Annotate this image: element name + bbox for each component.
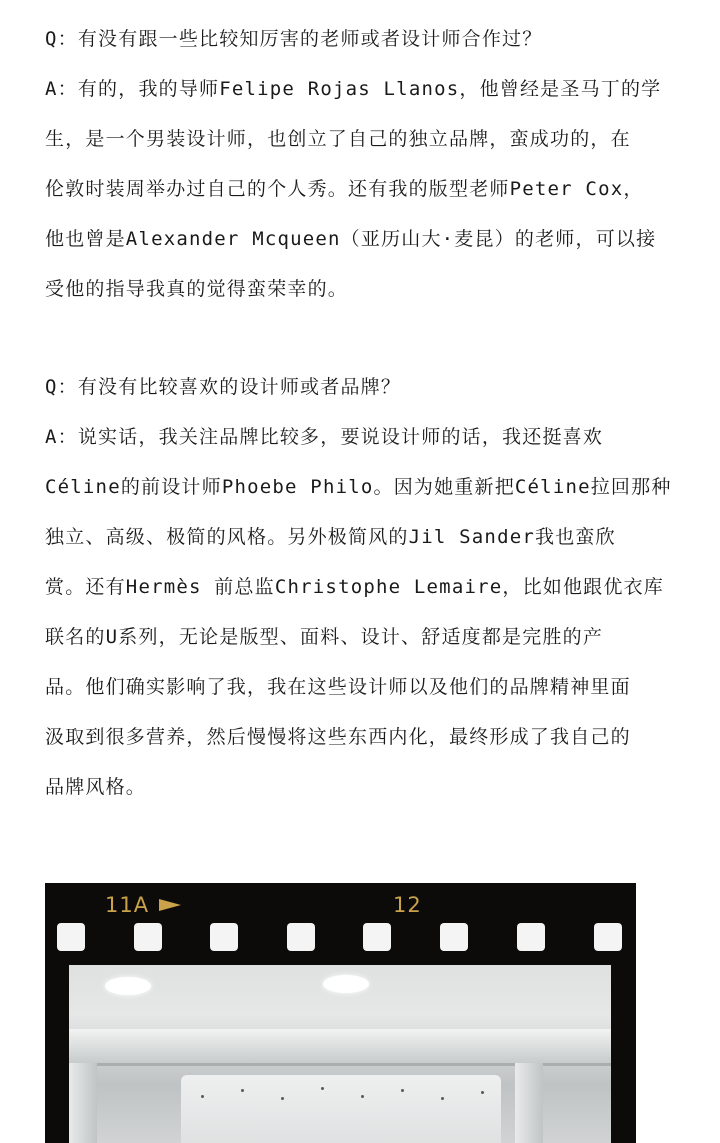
- sprocket-hole: [440, 923, 468, 951]
- ceiling-light: [105, 977, 151, 995]
- answer-2-line-1: A：说实话，我关注品牌比较多，要说设计师的话，我还挺喜欢: [45, 426, 604, 448]
- question-2: Q：有没有比较喜欢的设计师或者品牌？: [45, 376, 402, 398]
- film-strip-photo: [45, 883, 636, 1143]
- answer-2-line-8: 品牌风格。: [45, 776, 147, 798]
- ceiling-spot: [441, 1097, 444, 1100]
- ceiling-spot: [361, 1095, 364, 1098]
- answer-1-line-1: A：有的，我的导师Felipe Rojas Llanos，他曾经是圣马丁的学: [45, 78, 662, 100]
- answer-2-line-2: Céline的前设计师Phoebe Philo。因为她重新把Céline拉回那种: [45, 476, 672, 498]
- section-spacer: [45, 314, 677, 362]
- ceiling-beam: [69, 1029, 611, 1066]
- ceiling-spot: [241, 1089, 244, 1092]
- answer-2-line-4: 赏。还有Hermès 前总监Christophe Lemaire，比如他跟优衣库: [45, 576, 664, 598]
- frame-label-right: 12: [393, 893, 422, 917]
- ceiling-spot: [281, 1097, 284, 1100]
- answer-2-line-7: 汲取到很多营养，然后慢慢将这些东西内化，最终形成了我自己的: [45, 726, 631, 748]
- sprocket-row: [57, 923, 627, 953]
- article-body: [45, 14, 677, 812]
- store-interior-photo: [69, 965, 611, 1143]
- pillar: [69, 1063, 97, 1143]
- frame-label-left: 11A: [105, 893, 150, 917]
- ceiling-spot: [201, 1095, 204, 1098]
- qa-block-2: [45, 362, 677, 812]
- answer-2-line-3: 独立、高级、极简的风格。另外极简风的Jil Sander我也蛮欣: [45, 526, 616, 548]
- sprocket-hole: [594, 923, 622, 951]
- qa-block-1: [45, 14, 677, 314]
- sprocket-hole: [210, 923, 238, 951]
- inner-room: [181, 1075, 501, 1143]
- pillar: [515, 1063, 543, 1143]
- question-1: Q：有没有跟一些比较知厉害的老师或者设计师合作过？: [45, 28, 543, 50]
- sprocket-hole: [517, 923, 545, 951]
- triangle-right-icon: [159, 899, 181, 911]
- sprocket-hole: [287, 923, 315, 951]
- ceiling-spot: [481, 1091, 484, 1094]
- ceiling-spot: [321, 1087, 324, 1090]
- ceiling-spot: [401, 1089, 404, 1092]
- answer-1-line-2: 生，是一个男装设计师，也创立了自己的独立品牌，蛮成功的，在: [45, 128, 631, 150]
- answer-1-line-4: 他也曾是Alexander Mcqueen（亚历山大·麦昆）的老师，可以接: [45, 228, 657, 250]
- answer-2-line-5: 联名的U系列，无论是版型、面料、设计、舒适度都是完胜的产: [45, 626, 604, 648]
- answer-1-line-5: 受他的指导我真的觉得蛮荣幸的。: [45, 278, 349, 300]
- answer-2-line-6: 品。他们确实影响了我，我在这些设计师以及他们的品牌精神里面: [45, 676, 631, 698]
- answer-1-line-3: 伦敦时装周举办过自己的个人秀。还有我的版型老师Peter Cox，: [45, 178, 644, 200]
- sprocket-hole: [57, 923, 85, 951]
- ceiling-light: [323, 975, 369, 993]
- sprocket-hole: [134, 923, 162, 951]
- sprocket-hole: [363, 923, 391, 951]
